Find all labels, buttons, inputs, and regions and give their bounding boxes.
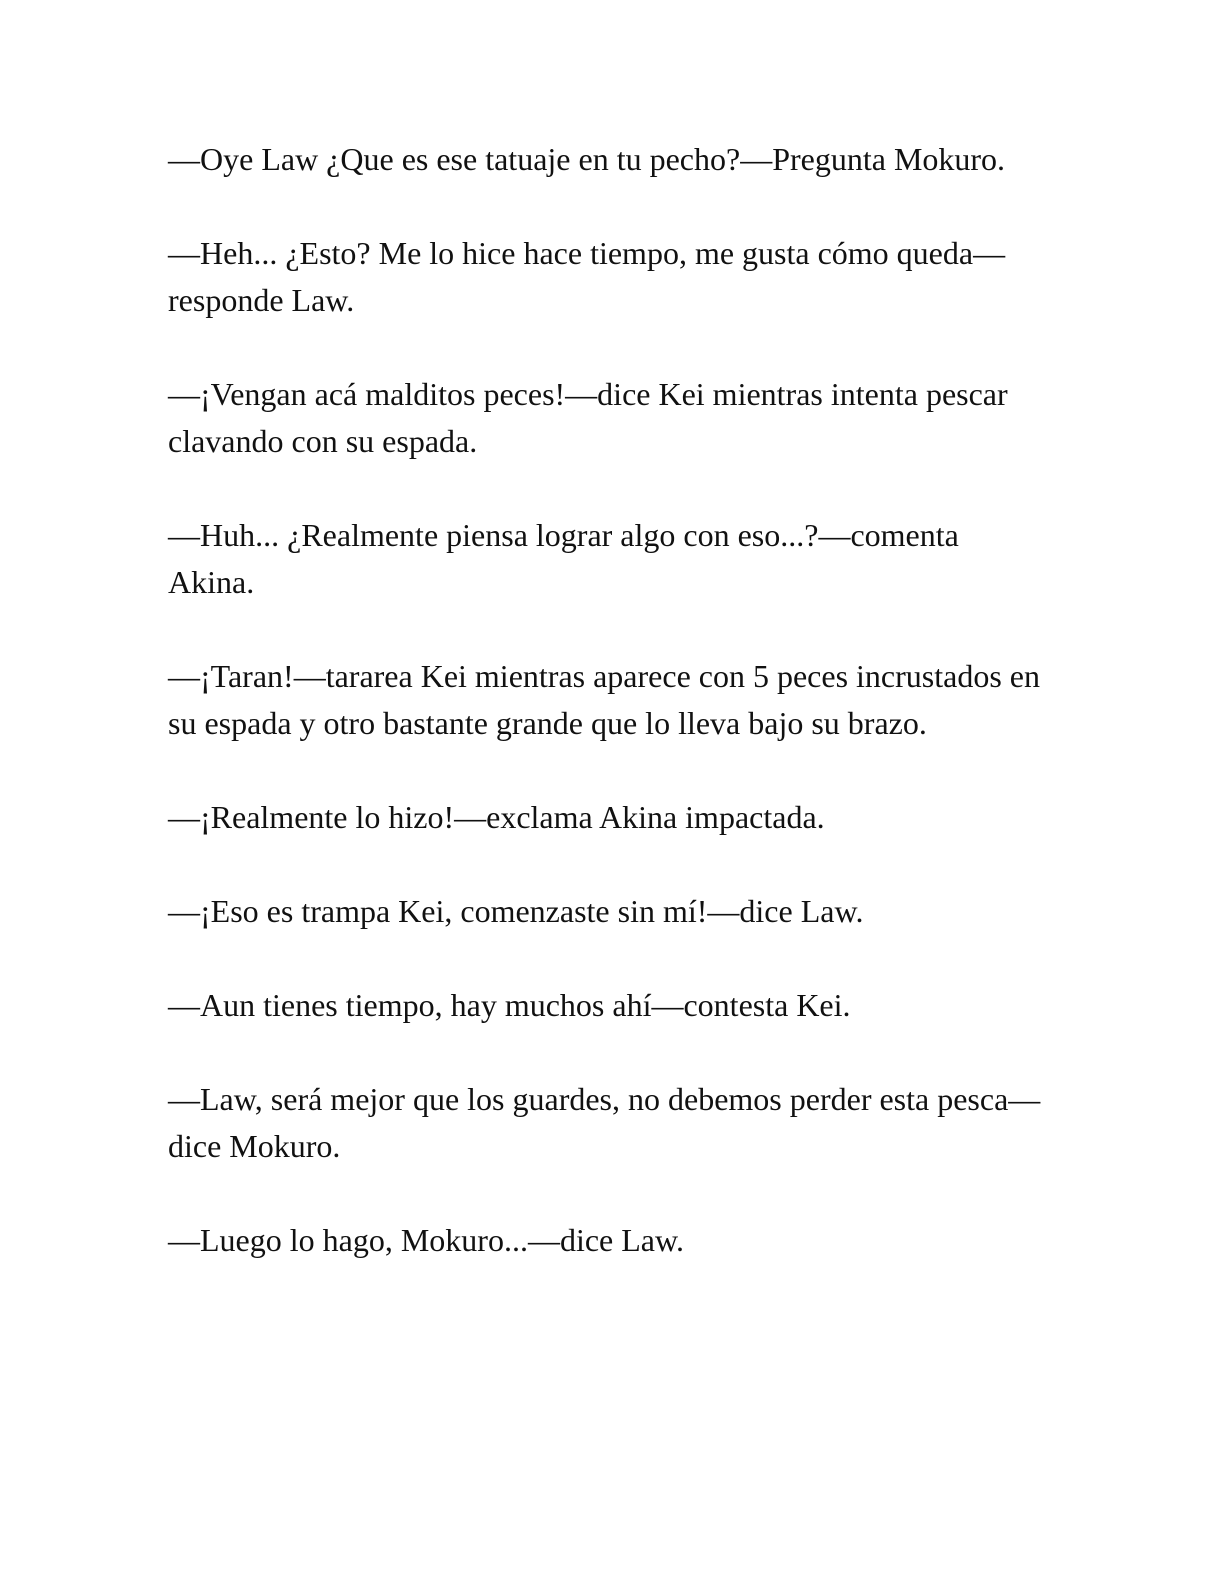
paragraph: —¡Eso es trampa Kei, comenzaste sin mí!—dice Law. [168, 893, 864, 929]
paragraph: —Huh... ¿Realmente piensa lograr algo con eso...?—comenta Akina. [168, 517, 959, 600]
paragraph: —Heh... ¿Esto? Me lo hice hace tiempo, me gusta cómo queda—responde Law. [168, 235, 1006, 318]
paragraph: —¡Realmente lo hizo!—exclama Akina impactada. [168, 799, 825, 835]
document-body [168, 136, 1048, 1264]
paragraph: —¡Vengan acá malditos peces!—dice Kei mientras intenta pescar clavando con su espada. [168, 376, 1008, 459]
paragraph: —¡Taran!—tararea Kei mientras aparece con 5 peces incrustados en su espada y otro bastante grande que lo lleva bajo su brazo. [168, 658, 1040, 741]
paragraph: —Aun tienes tiempo, hay muchos ahí—contesta Kei. [168, 987, 851, 1023]
paragraph: —Oye Law ¿Que es ese tatuaje en tu pecho?—Pregunta Mokuro. [168, 141, 1006, 177]
paragraph: —Law, será mejor que los guardes, no debemos perder esta pesca—dice Mokuro. [168, 1081, 1041, 1164]
paragraph: —Luego lo hago, Mokuro...—dice Law. [168, 1222, 685, 1258]
